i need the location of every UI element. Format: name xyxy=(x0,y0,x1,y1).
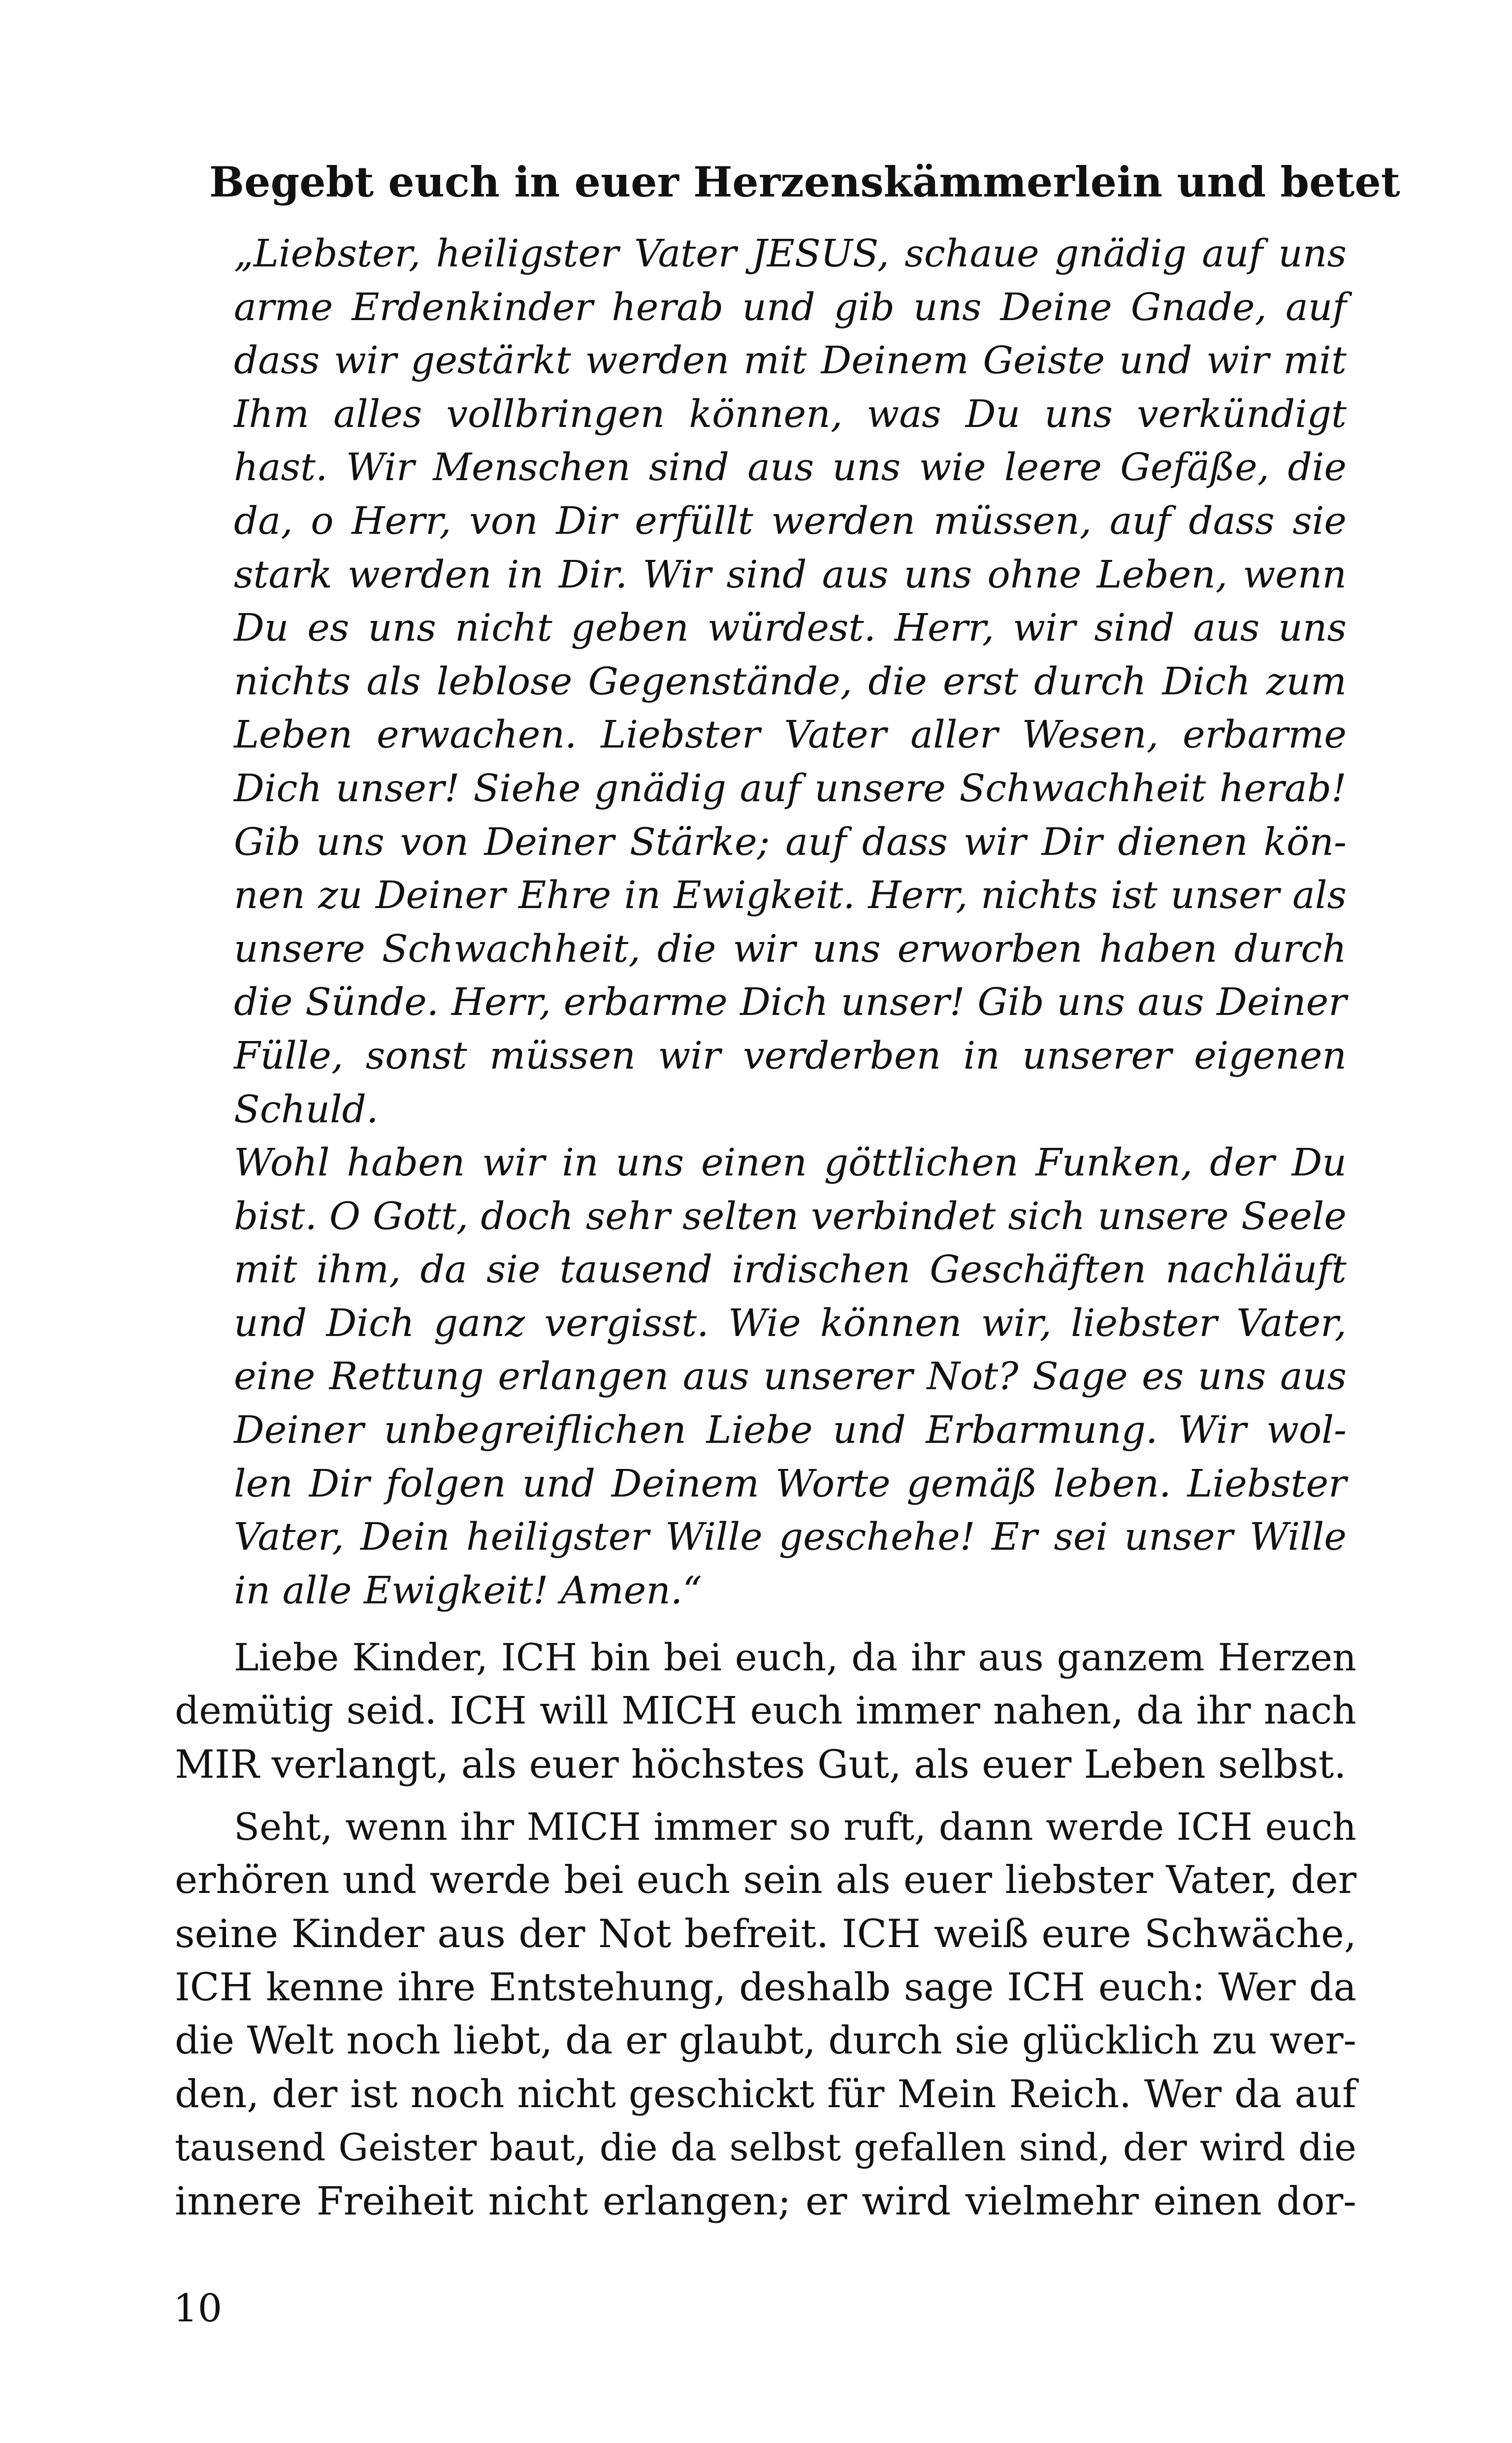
prayer-line: Ihm alles vollbringen können, was Du uns verkündigt xyxy=(234,392,1347,436)
body-line: Liebe Kinder, ICH bin bei euch, da ihr aus ganzem Herzen xyxy=(234,1635,1356,1679)
prayer-line: Deiner unbegreiflichen Liebe und Erbarmung. Wir wol- xyxy=(234,1408,1347,1453)
prayer-line: Wohl haben wir in uns einen göttlichen Funken, der Du xyxy=(234,1141,1347,1185)
body-line: demütig seid. ICH will MICH euch immer nahen, da ihr nach xyxy=(175,1689,1356,1733)
prayer-line: stark werden in Dir. Wir sind aus uns ohne Leben, wenn xyxy=(234,553,1347,597)
prayer-line: Du es uns nicht geben würdest. Herr, wir sind aus uns xyxy=(234,606,1347,651)
body-line: den, der ist noch nicht geschickt für Mein Reich. Wer da auf xyxy=(175,2072,1356,2117)
body-line: ICH kenne ihre Entstehung, deshalb sage ICH euch: Wer da xyxy=(175,1965,1356,2010)
prayer-block xyxy=(234,228,1347,1618)
prayer-line: nichts als leblose Gegenstände, die erst durch Dich zum xyxy=(234,659,1347,704)
body-line: Seht, wenn ihr MICH immer so ruft, dann werde ICH euch xyxy=(234,1804,1356,1849)
prayer-line: eine Rettung erlangen aus unserer Not? Sage es uns aus xyxy=(234,1355,1347,1399)
prayer-line: Fülle, sonst müssen wir verderben in unserer eigenen xyxy=(234,1034,1347,1078)
prayer-line: Leben erwachen. Liebster Vater aller Wesen, erbarme xyxy=(234,713,1347,757)
prayer-line: und Dich ganz vergisst. Wie können wir, liebster Vater, xyxy=(234,1301,1347,1345)
body-line: tausend Geister baut, die da selbst gefallen sind, der wird die xyxy=(175,2125,1356,2170)
prayer-line: Schuld. xyxy=(234,1087,379,1132)
body-text-block xyxy=(175,1631,1356,2228)
body-line: die Welt noch liebt, da er glaubt, durch sie glücklich zu wer- xyxy=(175,2019,1356,2063)
prayer-line: hast. Wir Menschen sind aus uns wie leere Gefäße, die xyxy=(234,446,1347,490)
section-heading: Begebt euch in euer Herzenskämmerlein und betet xyxy=(209,158,1400,206)
prayer-line: Dich unser! Siehe gnädig auf unsere Schwachheit herab! xyxy=(234,766,1347,811)
body-line: seine Kinder aus der Not befreit. ICH weiß eure Schwäche, xyxy=(175,1911,1356,1956)
prayer-line: die Sünde. Herr, erbarme Dich unser! Gib uns aus Deiner xyxy=(234,980,1347,1025)
page-number: 10 xyxy=(173,2286,223,2331)
prayer-line: nen zu Deiner Ehre in Ewigkeit. Herr, nichts ist unser als xyxy=(234,874,1347,918)
prayer-line: in alle Ewigkeit! Amen.“ xyxy=(234,1568,702,1613)
prayer-line: bist. O Gott, doch sehr selten verbindet sich unsere Seele xyxy=(234,1194,1347,1238)
prayer-line: unsere Schwachheit, die wir uns erworben haben durch xyxy=(234,927,1347,971)
prayer-line: Gib uns von Deiner Stärke; auf dass wir Dir dienen kön- xyxy=(234,820,1347,864)
prayer-line: da, o Herr, von Dir erfüllt werden müssen, auf dass sie xyxy=(234,499,1347,543)
body-line: erhören und werde bei euch sein als euer liebster Vater, der xyxy=(175,1858,1356,1903)
prayer-line: Vater, Dein heiligster Wille geschehe! Er sei unser Wille xyxy=(234,1515,1347,1560)
prayer-line: len Dir folgen und Deinem Worte gemäß leben. Liebster xyxy=(234,1462,1347,1506)
prayer-line: arme Erdenkinder herab und gib uns Deine Gnade, auf xyxy=(234,285,1347,329)
body-line: MIR verlangt, als euer höchstes Gut, als euer Leben selbst. xyxy=(175,1742,1347,1788)
body-line: innere Freiheit nicht erlangen; er wird vielmehr einen dor- xyxy=(175,2178,1356,2224)
prayer-line: dass wir gestärkt werden mit Deinem Geiste und wir mit xyxy=(234,339,1347,383)
prayer-line: mit ihm, da sie tausend irdischen Geschäften nachläuft xyxy=(234,1248,1347,1292)
prayer-line: „Liebster, heiligster Vater JESUS, schaue gnädig auf uns xyxy=(234,232,1347,276)
